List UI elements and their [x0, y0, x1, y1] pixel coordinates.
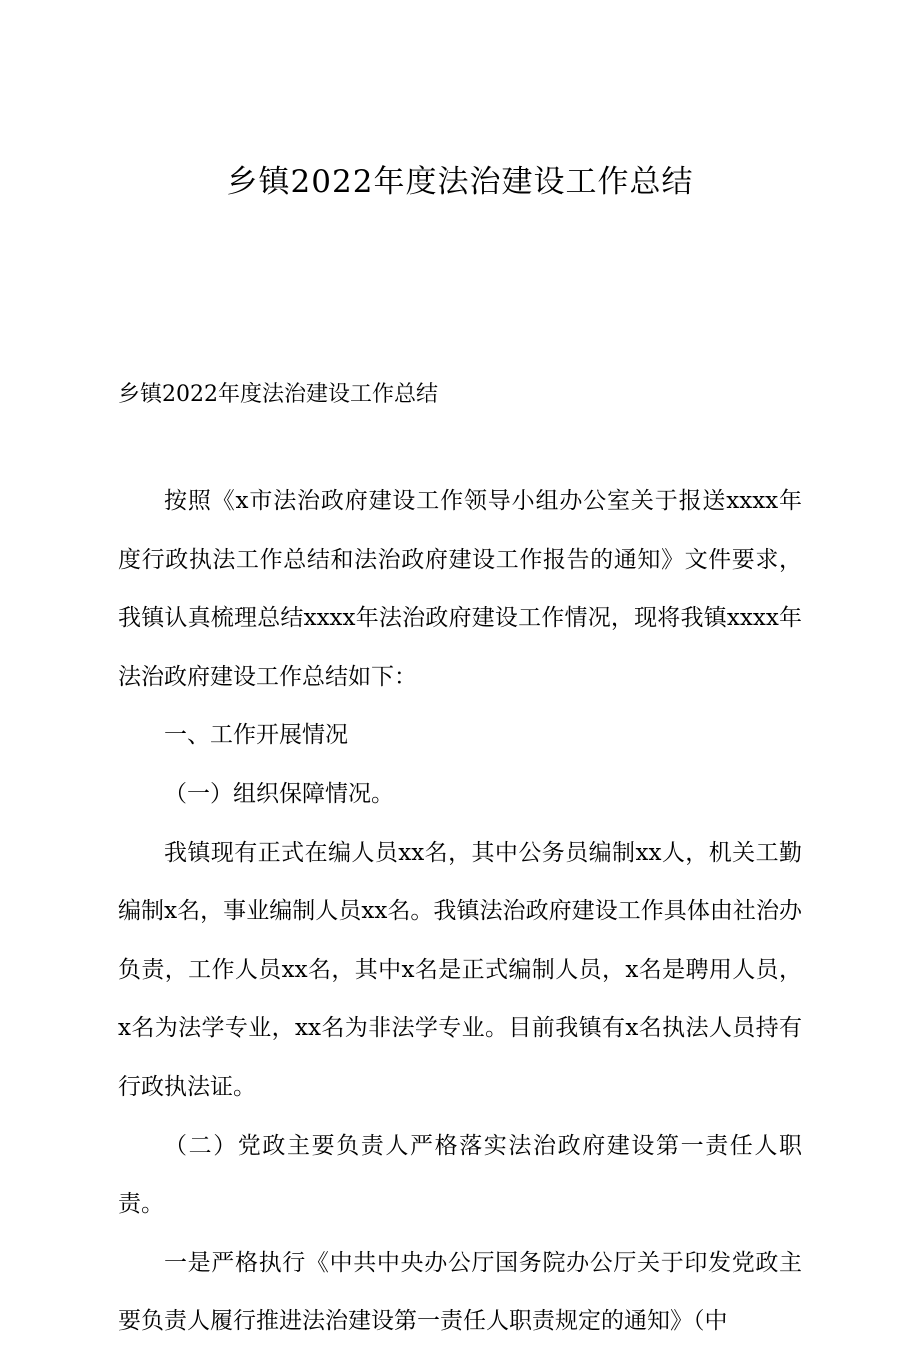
paragraph-intro: 按照《x市法治政府建设工作领导小组办公室关于报送xxxx年度行政执法工作总结和法治政府建设工作报告的通知》文件要求，我镇认真梳理总结xxxx年法治政府建设工作情况，现将我镇xxxx年法治政府建设工作总结如下： [118, 488, 802, 690]
section-heading-1: 一、工作开展情况 [164, 722, 348, 749]
paragraph-staffing: 我镇现有正式在编人员xx名，其中公务员编制xx人，机关工勤编制x名，事业编制人员xx名。我镇法治政府建设工作具体由社治办负责，工作人员xx名，其中x名是正式编制人员，x名是聘用人员，x名为法学专业，xx名为非法学专业。目前我镇有x名执法人员持有行政执法证。 [118, 839, 802, 1100]
document-title: 乡镇2022年度法治建设工作总结 [226, 164, 694, 200]
paragraph-responsibility: 一是严格执行《中共中央办公厅国务院办公厅关于印发党政主要负责人履行推进法治建设第一责任人职责规定的通知》（中 [118, 1249, 802, 1335]
document-body [118, 472, 802, 1351]
subsection-heading-1: （一）组织保障情况。 [164, 780, 394, 807]
subsection-heading-2: （二）党政主要负责人严格落实法治政府建设第一责任人职责。 [118, 1132, 802, 1218]
document-subtitle: 乡镇2022年度法治建设工作总结 [118, 382, 438, 407]
